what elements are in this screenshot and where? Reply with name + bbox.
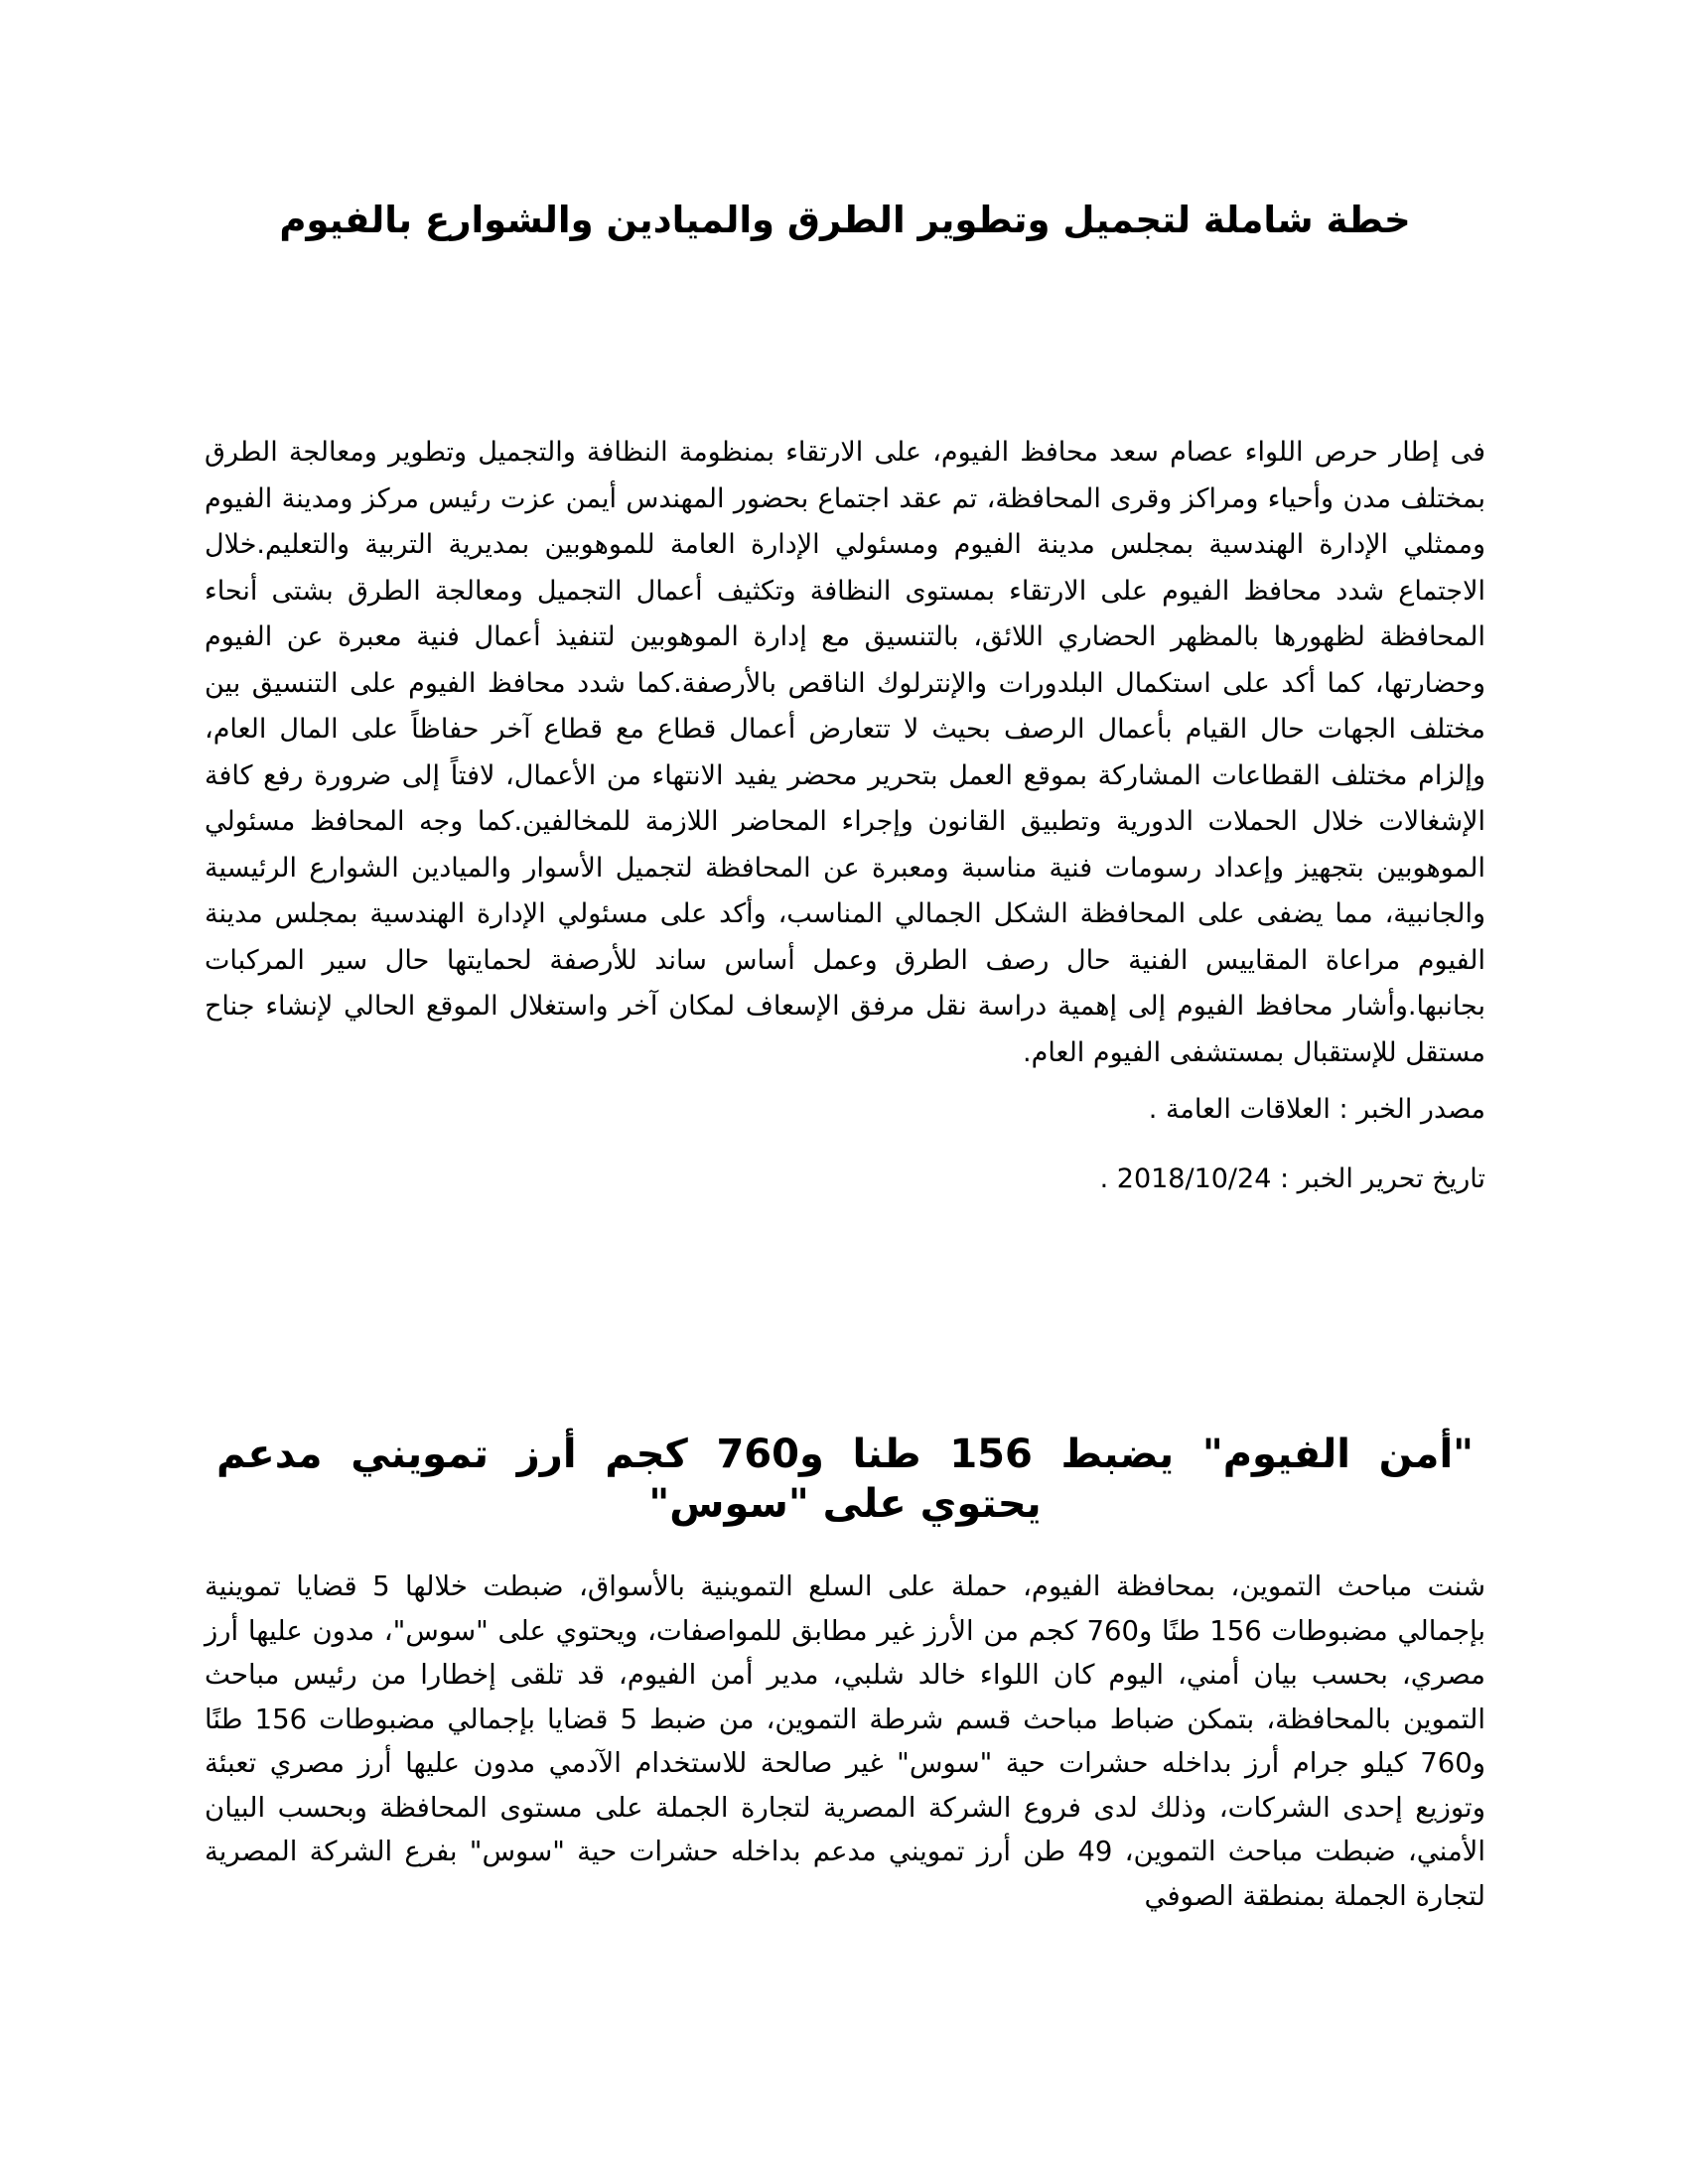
article-title: "أمن الفيوم" يضبط 156 طنا و760 كجم أرز تمويني مدعم يحتوي على "سوس"	[216, 1432, 1474, 1527]
article-body: فى إطار حرص اللواء عصام سعد محافظ الفيوم، على الارتقاء بمنظومة النظافة والتجميل وتطوير ومعالجة الطرق بمختلف مدن وأحياء ومراكز وقرى المحافظة، تم عقد اجتماع بحضور المهندس أيمن عزت رئيس مركز ومدينة الفيوم وممثلي الإدارة الهندسية بمجلس مدينة الفيوم ومسئولي الإدارة العامة للموهوبين بمديرية التربية والتعليم.خلال الاجتماع شدد محافظ الفيوم على الارتقاء بمستوى النظافة وتكثيف أعمال التجميل ومعالجة الطرق بشتى أنحاء المحافظة لظهورها بالمظهر الحضاري اللائق، بالتنسيق مع إدارة الموهوبين لتنفيذ أعمال فنية معبرة عن الفيوم وحضارتها، كما أكد على استكمال البلدورات والإنترلوك الناقص بالأرصفة.كما شدد محافظ الفيوم على التنسيق بين مختلف الجهات حال القيام بأعمال الرصف بحيث لا تتعارض أعمال قطاع مع قطاع آخر حفاظاً على المال العام، وإلزام مختلف القطاعات المشاركة بموقع العمل بتحرير محضر يفيد الانتهاء من الأعمال، لافتاً إلى ضرورة رفع كافة الإشغالات خلال الحملات الدورية وتطبيق القانون وإجراء المحاضر اللازمة للمخالفين.كما وجه المحافظ مسئولي الموهوبين بتجهيز وإعداد رسومات فنية مناسبة ومعبرة عن المحافظة لتجميل الأسوار والميادين الشوارع الرئيسية والجانبية، مما يضفى على المحافظة الشكل الجمالي المناسب، وأكد على مسئولي الإدارة الهندسية بمجلس مدينة الفيوم مراعاة المقاييس الفنية حال رصف الطرق وعمل أساس ساند للأرصفة لحمايتها حال سير المركبات بجانبها.وأشار محافظ الفيوم إلى إهمية دراسة نقل مرفق الإسعاف لمكان آخر واستغلال الموقع الحالي لإنشاء جناح مستقل للإستقبال بمستشفى الفيوم العام.	[205, 437, 1485, 1068]
article-rice-seizure	[205, 1430, 1485, 1918]
article-body: شنت مباحث التموين، بمحافظة الفيوم، حملة على السلع التموينية بالأسواق، ضبطت خلالها 5 قضايا تموينية بإجمالي مضبوطات 156 طنًا و760 كجم من الأرز غير مطابق للمواصفات، ويحتوي على "سوس"، مدون عليها أرز مصري، بحسب بيان أمني، اليوم كان اللواء خالد شلبي، مدير أمن الفيوم، قد تلقى إخطارا من رئيس مباحث التموين بالمحافظة، بتمكن ضباط مباحث قسم شرطة التموين، من ضبط 5 قضايا بإجمالي مضبوطات 156 طنًا و760 كيلو جرام أرز بداخله حشرات حية "سوس" غير صالحة للاستخدام الآدمي مدون عليها أرز مصري تعبئة وتوزيع إحدى الشركات، وذلك لدى فروع الشركة المصرية لتجارة الجملة على مستوى المحافظة وبحسب البيان الأمني، ضبطت مباحث التموين، 49 طن أرز تمويني مدعم بداخله حشرات حية "سوس" بفرع الشركة المصرية لتجارة الجملة بمنطقة الصوفي	[205, 1570, 1486, 1912]
article-title: خطة شاملة لتجميل وتطوير الطرق والميادين والشوارع بالفيوم	[279, 199, 1411, 241]
news-source-line: مصدر الخبر : العلاقات العامة .	[1148, 1094, 1485, 1125]
news-date-line: تاريخ تحرير الخبر : 2018/10/24 .	[1099, 1163, 1485, 1194]
article-beautification-plan	[205, 197, 1485, 1199]
